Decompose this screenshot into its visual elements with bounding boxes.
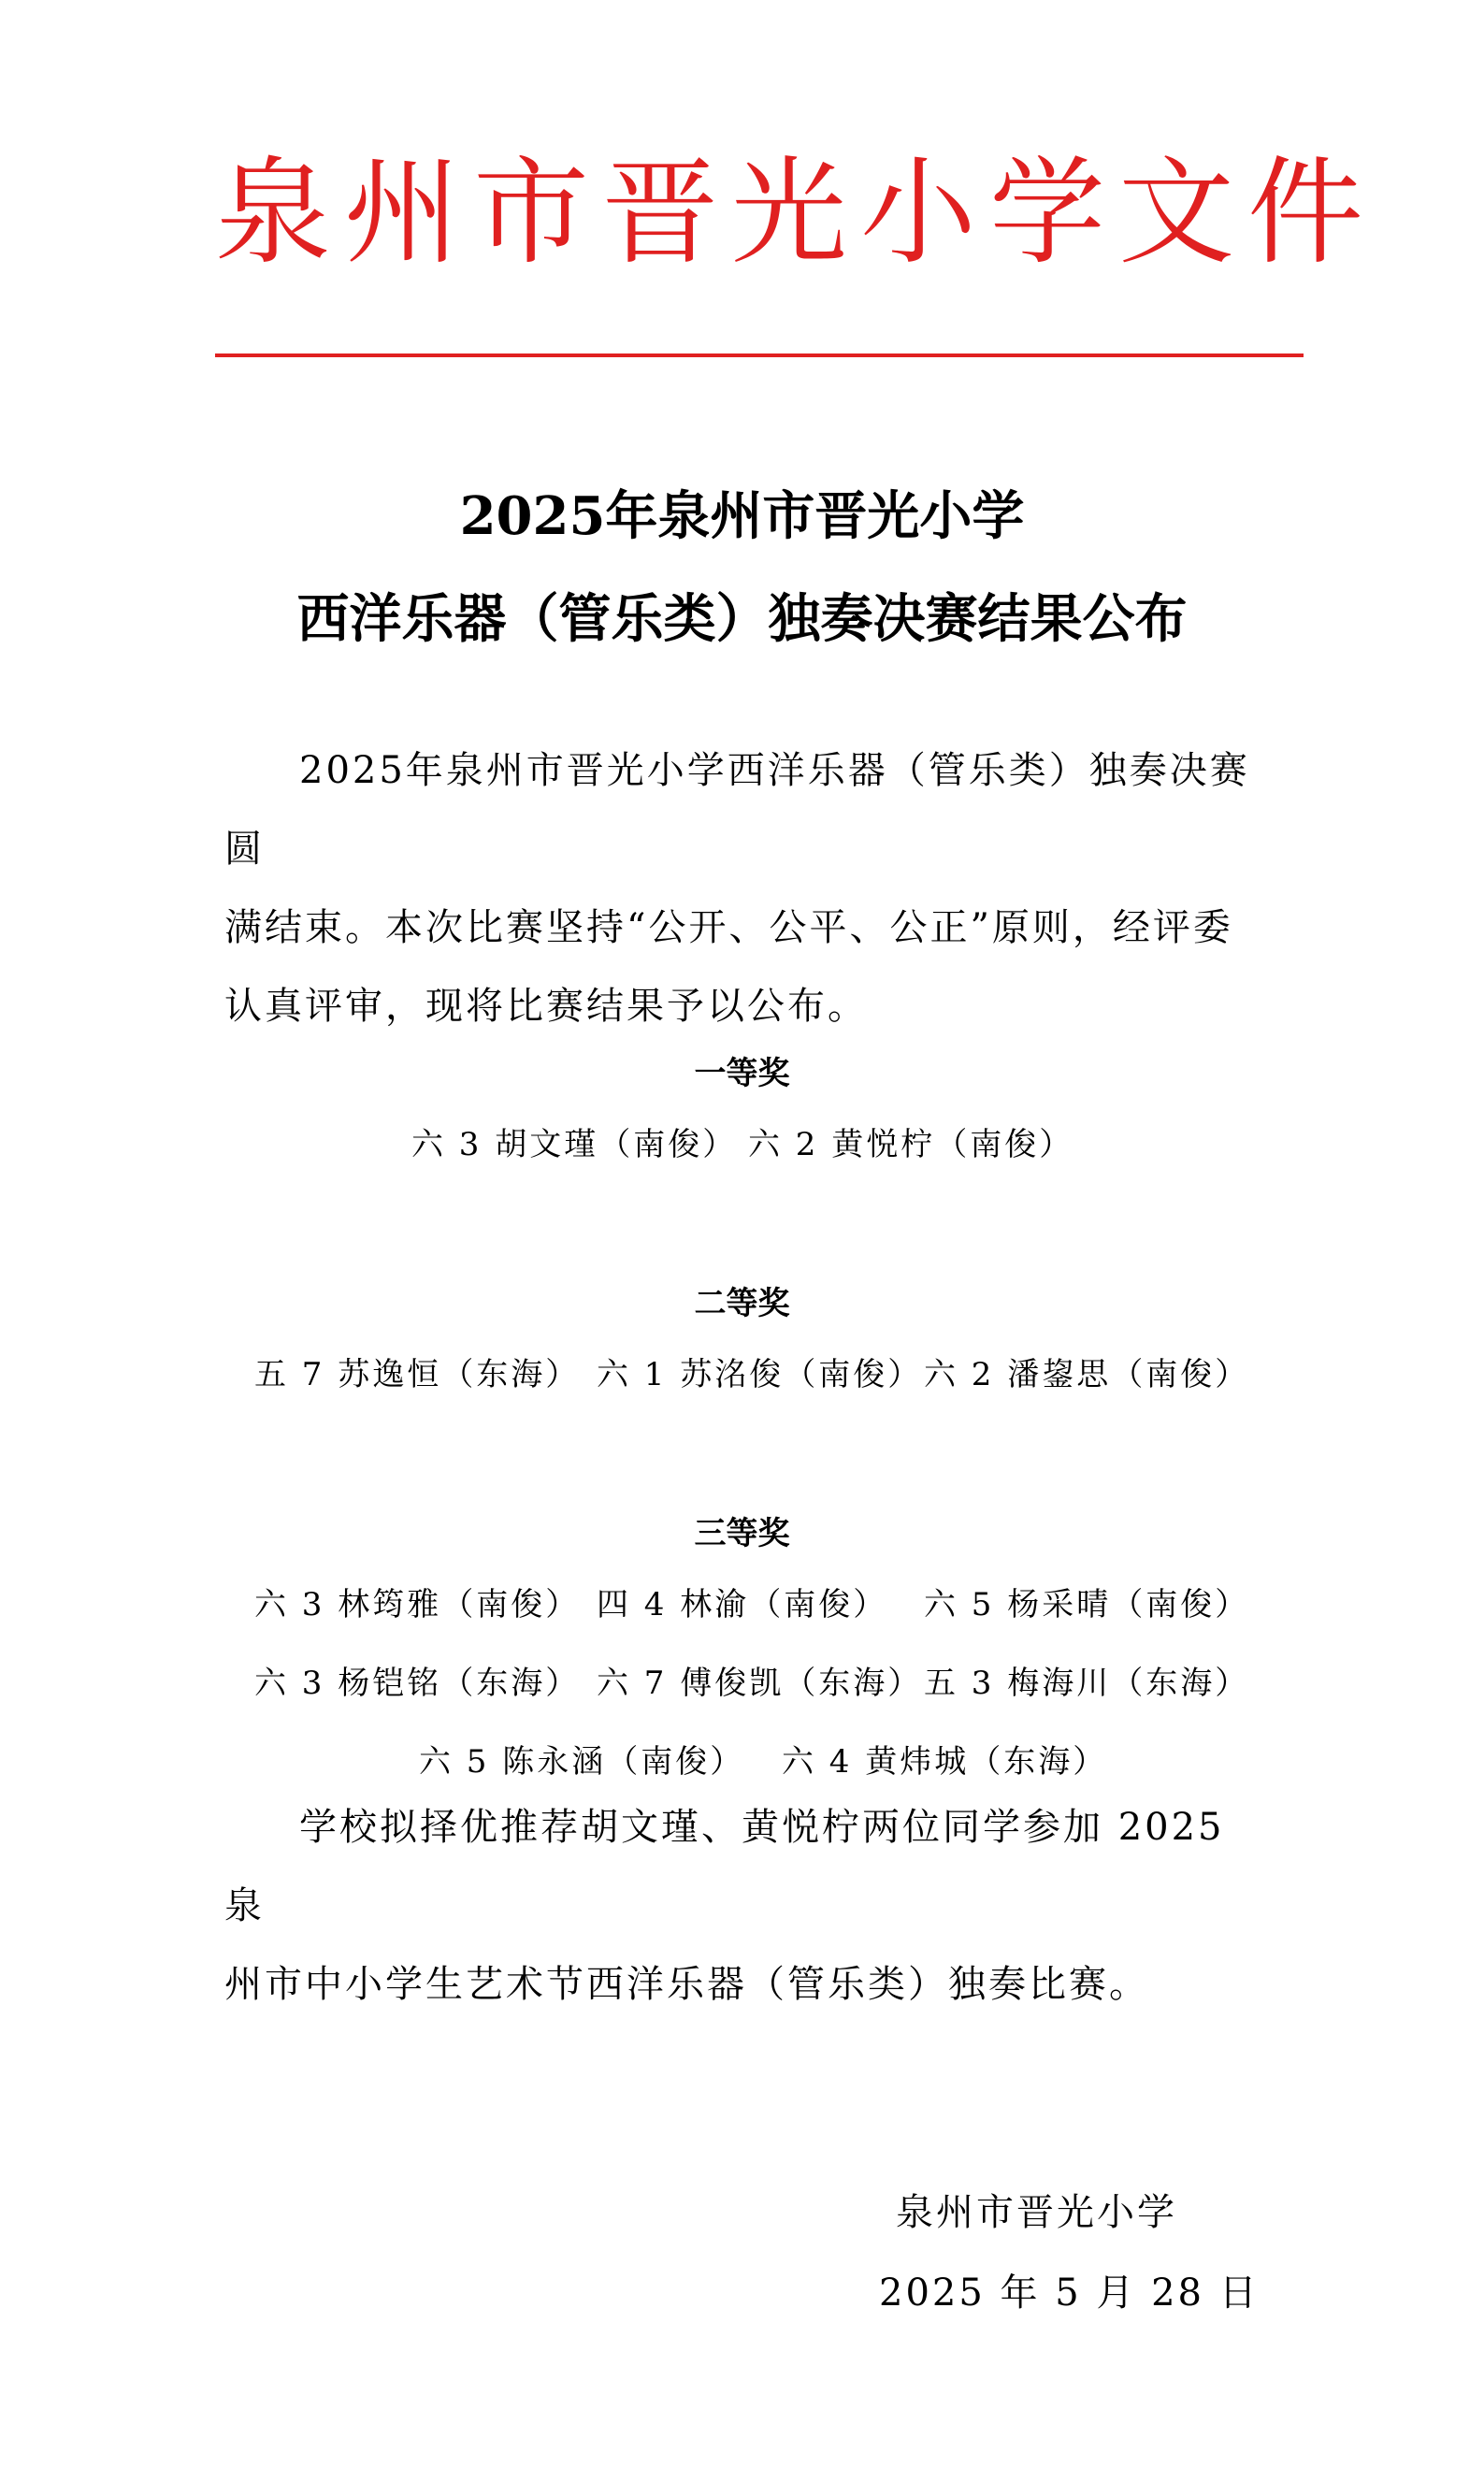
second-prize-row (254, 1349, 1249, 1394)
winner: 六 1 苏洺俊（南俊） (597, 1356, 923, 1393)
winner: 六 3 胡文瑾（南俊） (411, 1126, 738, 1163)
intro-line-3: 认真评审，现将比赛结果予以公布。 (224, 985, 868, 1028)
winner: 六 7 傅俊凯（东海） (597, 1665, 923, 1702)
signature-organization: 泉州市晋光小学 (896, 2191, 1177, 2234)
document-title-line-1: 2025年泉州市晋光小学 (459, 485, 1025, 547)
winner: 六 3 林筠雅（南俊） (254, 1586, 581, 1623)
first-prize-heading: 一等奖 (694, 1055, 790, 1092)
intro-line-2: 满结束。本次比赛坚持“公开、公平、公正”原则，经评委 (224, 906, 1233, 949)
winner: 六 5 陈永涵（南俊） (419, 1743, 745, 1781)
winner: 五 3 梅海川（东海） (924, 1665, 1250, 1702)
winner: 六 5 杨采晴（南俊） (924, 1586, 1250, 1623)
recommendation-line-1: 学校拟择优推荐胡文瑾、黄悦柠两位同学参加 2025 泉 (224, 1806, 1225, 1927)
document-header-title: 泉州市晋光小学文件 (215, 146, 1377, 281)
recommendation-paragraph (224, 1788, 1253, 2024)
winner: 六 2 黄悦柠（南俊） (748, 1126, 1074, 1163)
signature-date: 2025 年 5 月 28 日 (879, 2272, 1260, 2315)
third-prize-row-3 (419, 1736, 1107, 1781)
intro-line-1: 2025年泉州市晋光小学西洋乐器（管乐类）独奏决赛圆 (224, 749, 1250, 871)
header-divider (215, 353, 1304, 357)
document-title-line-2: 西洋乐器（管乐类）独奏决赛结果公布 (296, 588, 1188, 650)
winner: 六 2 潘鋆思（南俊） (924, 1356, 1250, 1393)
winner: 五 7 苏逸恒（东海） (254, 1356, 581, 1393)
winner: 四 4 林渝（南俊） (597, 1586, 888, 1623)
third-prize-heading: 三等奖 (694, 1515, 790, 1552)
second-prize-heading: 二等奖 (694, 1285, 790, 1322)
third-prize-row-1 (254, 1579, 1249, 1624)
winner: 六 3 杨铠铭（东海） (254, 1665, 581, 1702)
intro-paragraph (224, 731, 1253, 1046)
first-prize-row (411, 1118, 1073, 1164)
winner: 六 4 黄炜城（东海） (782, 1743, 1108, 1781)
third-prize-row-2 (254, 1657, 1249, 1703)
recommendation-line-2: 州市中小学生艺术节西洋乐器（管乐类）独奏比赛。 (224, 1963, 1149, 2006)
